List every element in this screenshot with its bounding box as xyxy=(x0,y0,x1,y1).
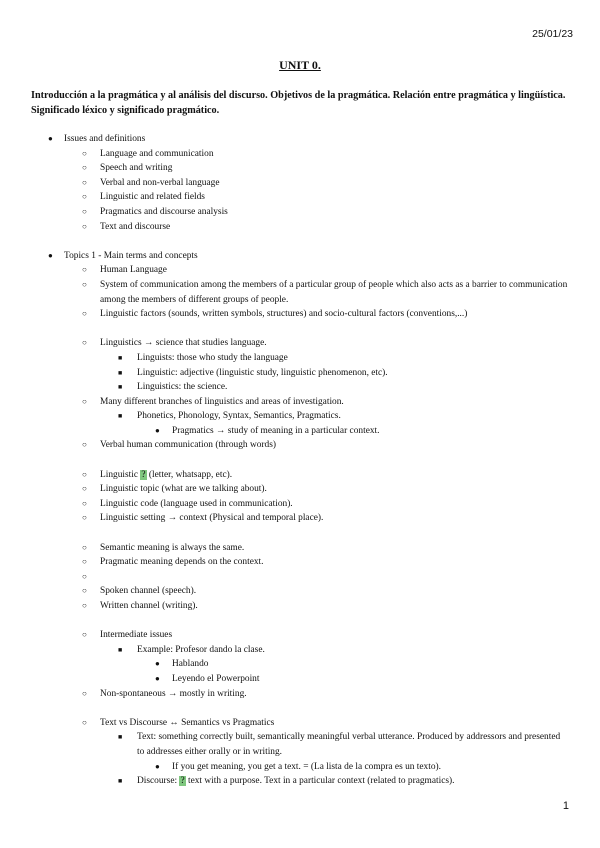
list-item: ○ System of communication among the members of a particular group of people which also acts as a barrier to communication among the members of different groups of people. xyxy=(82,279,568,305)
bullet-icon: ■ xyxy=(118,733,123,742)
list-item: ○ Text vs Discourse ↔ Semantics vs Pragmatics xyxy=(0,716,600,731)
bullet-icon: ● xyxy=(155,673,160,683)
list-item: ■ Linguists: those who study the language xyxy=(0,351,600,366)
bullet-icon: ○ xyxy=(82,630,87,640)
list-item: ○ Semantic meaning is always the same. xyxy=(0,541,600,556)
list-item: ■ Linguistics: the science. xyxy=(0,380,600,395)
list-item xyxy=(0,570,600,585)
bullet-icon: ○ xyxy=(82,513,87,523)
bullet-icon: ○ xyxy=(82,484,87,494)
list-item: ○ Linguistic ? (letter, whatsapp, etc). xyxy=(0,468,600,483)
list-item: ● Pragmatics → study of meaning in a particular context. xyxy=(0,424,600,439)
list-item: ○ Verbal human communication (through words) xyxy=(0,438,600,453)
list-item: ○ Language and communication xyxy=(0,147,600,162)
subtitle: Introducción a la pragmática y al análisis del discurso. Objetivos de la pragmática. Relación entre pragmática y lingüística. Significado léxico y significado pragmático. xyxy=(31,90,566,116)
list-item: ○ Linguistic factors (sounds, written symbols, structures) and socio-cultural factors (conventions,...) xyxy=(0,307,600,322)
list-item: ○ Speech and writing xyxy=(0,161,600,176)
list-item: ● Leyendo el Powerpoint xyxy=(0,672,600,687)
bullet-icon: ○ xyxy=(82,717,87,727)
list-item: ○ Many different branches of linguistics and areas of investigation. xyxy=(0,395,600,410)
list-item: ○ Pragmatic meaning depends on the context. xyxy=(0,555,600,570)
list-item: ○ Pragmatics and discourse analysis xyxy=(0,205,600,220)
list-item: ● Topics 1 - Main terms and concepts xyxy=(0,249,600,264)
bullet-icon: ● xyxy=(155,425,160,435)
list-item: ● Hablando xyxy=(0,657,600,672)
list-item: ■ Text: something correctly built, semantically meaningful verbal utterance. Produced by addressors and presented to addresses either orally or in writing. xyxy=(118,732,561,757)
list-item: ○ Intermediate issues xyxy=(0,628,600,643)
document-body xyxy=(0,132,600,789)
bullet-icon: ○ xyxy=(82,571,87,581)
bullet-icon: ■ xyxy=(118,353,123,362)
bullet-icon: ● xyxy=(155,761,160,771)
list-item: ○ Written channel (writing). xyxy=(0,599,600,614)
list-item: ○ Human Language xyxy=(0,263,600,278)
bullet-icon: ○ xyxy=(82,309,87,319)
bullet-icon: ■ xyxy=(118,777,123,786)
bullet-icon: ○ xyxy=(82,163,87,173)
bullet-icon: ■ xyxy=(118,368,123,377)
list-item: ■ Example: Profesor dando la clase. xyxy=(0,643,600,658)
highlight-mark: ? xyxy=(141,469,146,480)
bullet-icon: ○ xyxy=(82,542,87,552)
page-number: 1 xyxy=(562,800,569,812)
bullet-icon: ■ xyxy=(118,412,123,421)
bullet-icon: ○ xyxy=(82,498,87,508)
list-item: ● Issues and definitions xyxy=(0,132,600,147)
bullet-icon: ○ xyxy=(82,338,87,348)
list-item: ○ Linguistic topic (what are we talking about). xyxy=(0,482,600,497)
bullet-icon: ○ xyxy=(82,396,87,406)
list-item: ○ Spoken channel (speech). xyxy=(0,584,600,599)
page-title: UNIT 0. xyxy=(279,58,321,72)
list-item: ○ Linguistics → science that studies language. xyxy=(0,336,600,351)
highlight-mark: ? xyxy=(180,776,185,787)
bullet-icon: ○ xyxy=(82,206,87,216)
bullet-icon: ○ xyxy=(82,601,87,610)
bullet-icon: ● xyxy=(48,134,53,143)
bullet-icon: ■ xyxy=(118,383,123,392)
date: 25/01/23 xyxy=(532,28,573,40)
list-item: ○ Non-spontaneous → mostly in writing. xyxy=(0,687,600,702)
list-item: ■ Linguistic: adjective (linguistic study, linguistic phenomenon, etc). xyxy=(0,366,600,381)
list-item: ■ Phonetics, Phonology, Syntax, Semantics, Pragmatics. xyxy=(0,409,600,424)
bullet-icon: ○ xyxy=(82,177,87,187)
bullet-icon: ● xyxy=(48,250,53,260)
bullet-icon: ○ xyxy=(82,192,87,202)
bullet-icon: ○ xyxy=(82,265,87,275)
bullet-icon: ○ xyxy=(82,279,87,289)
bullet-icon: ○ xyxy=(82,148,87,158)
bullet-icon: ■ xyxy=(118,645,123,654)
list-item: ○ Linguistic and related fields xyxy=(0,190,600,205)
bullet-icon: ● xyxy=(155,659,160,669)
bullet-icon: ○ xyxy=(82,557,87,567)
list-item: ● If you get meaning, you get a text. = (La lista de la compra es un texto). xyxy=(0,760,600,775)
list-item: ○ Text and discourse xyxy=(0,220,600,235)
list-item: ○ Linguistic setting → context (Physical and temporal place). xyxy=(0,511,600,526)
bullet-icon: ○ xyxy=(82,221,87,231)
bullet-icon: ○ xyxy=(82,586,87,596)
bullet-icon: ○ xyxy=(82,469,87,479)
list-item: ○ Linguistic code (language used in communication). xyxy=(0,497,600,512)
bullet-icon: ○ xyxy=(82,688,87,698)
bullet-icon: ○ xyxy=(82,440,87,450)
list-item: ○ Verbal and non-verbal language xyxy=(0,176,600,191)
list-item: ■ Discourse: ? text with a purpose. Text in a particular context (related to pragmatics). xyxy=(0,774,600,789)
